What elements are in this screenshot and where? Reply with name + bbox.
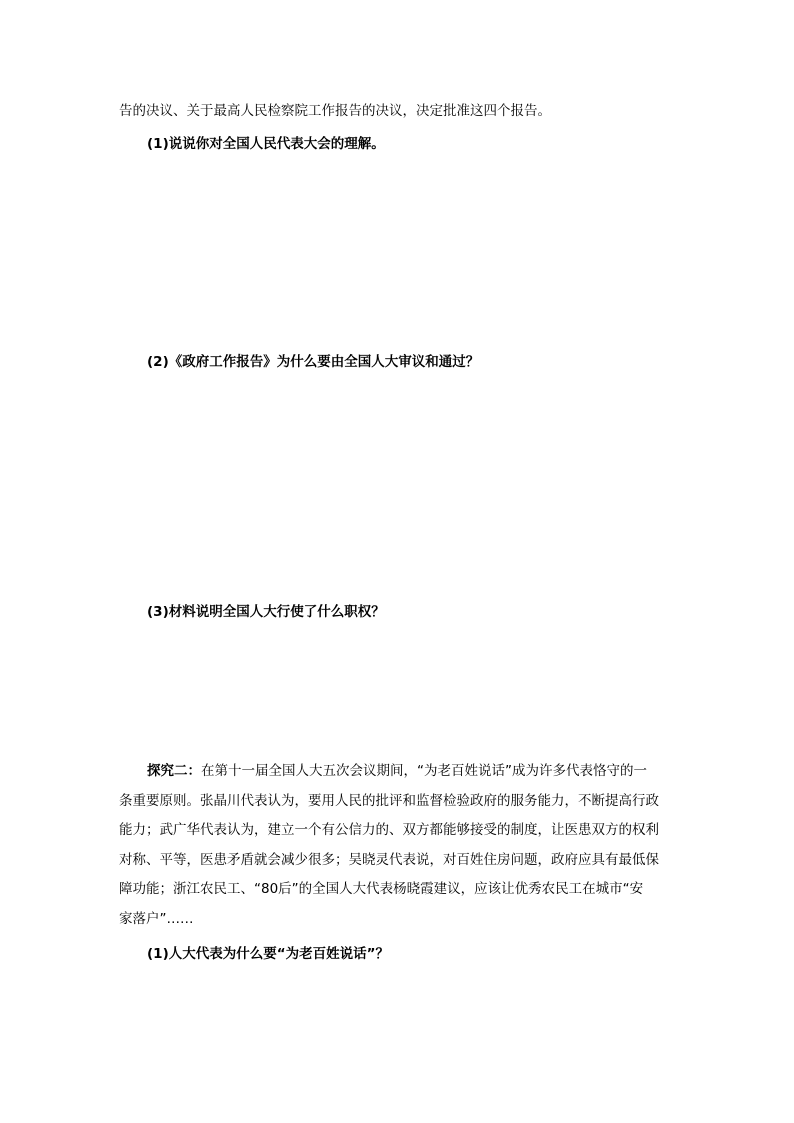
intro-line: 告的决议、关于最高人民检察院工作报告的决议，决定批准这四个报告。	[119, 103, 551, 119]
question-3: (3)材料说明全国人大行使了什么职权？	[147, 604, 385, 620]
explore-two-text-1: 在第十一届全国人大五次会议期间，“为老百姓说话”成为许多代表恪守的一	[201, 763, 647, 779]
question-2: (2)《政府工作报告》为什么要由全国人大审议和通过？	[147, 354, 480, 370]
explore-two-paragraph	[119, 757, 675, 934]
explore-two-line-2: 条重要原则。张晶川代表认为，要用人民的批评和监督检验政府的服务能力，不断提高行政	[119, 792, 659, 809]
explore-two-label: 探究二：	[147, 763, 201, 779]
question-1: (1)说说你对全国人民代表大会的理解。	[147, 136, 385, 152]
explore-two-line-3: 能力；武广华代表认为，建立一个有公信力的、双方都能够接受的制度，让医患双方的权利	[119, 822, 659, 838]
explore-two-line-4: 对称、平等，医患矛盾就会减少很多；吴晓灵代表说，对百姓住房问题，政府应具有最低保	[119, 851, 659, 868]
explore-two-line-5: 障功能；浙江农民工、“80后”的全国人大代表杨晓霞建议，应该让优秀农民工在城市“安	[119, 881, 644, 897]
question-4: (1)人大代表为什么要“为老百姓说话”？	[147, 946, 389, 962]
explore-two-line-1	[119, 757, 675, 787]
explore-two-line-6: 家落户”……	[119, 910, 194, 927]
